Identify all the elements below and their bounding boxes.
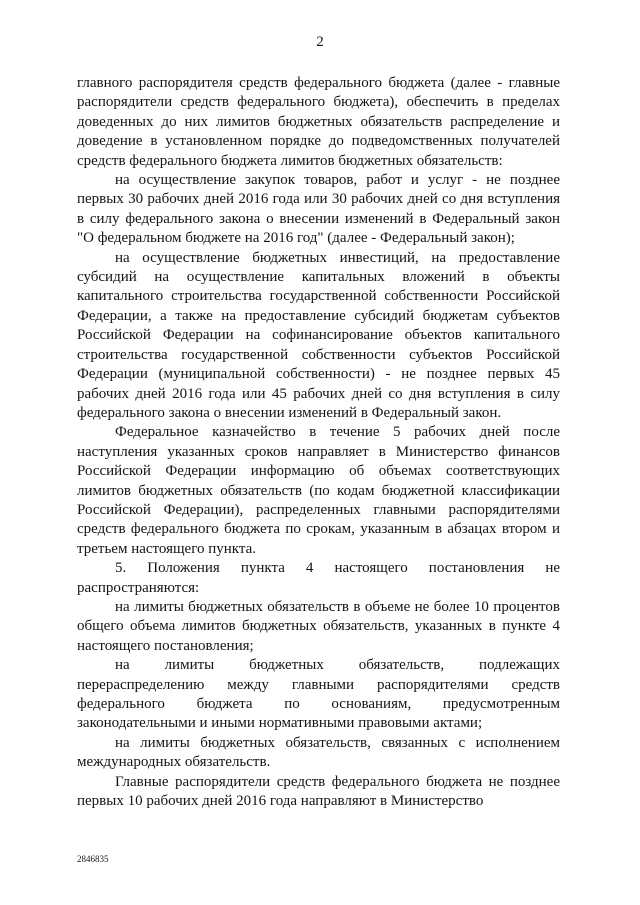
paragraph-continuation: главного распорядителя средств федерального бюджета (далее - главные распорядители средств федерального бюджета), обеспечить в пределах доведенных до них лимитов бюджетных обязательств распределение и доведение в установленном порядке до подведомственных получателей средств федерального бюджета лимитов бюджетных обязательств: bbox=[77, 75, 560, 169]
document-id: 2846835 bbox=[77, 854, 109, 864]
paragraph-clause-5: 5. Положения пункта 4 настоящего постановления не распространяются: bbox=[77, 560, 560, 596]
paragraph-international-obligations: на лимиты бюджетных обязательств, связанных с исполнением международных обязательств. bbox=[77, 734, 560, 771]
paragraph-treasury-report: Федеральное казначейство в течение 5 рабочих дней после наступления указанных сроков направляет в Министерство финансов Российской Федерации информацию об объемах соответствующих лимитов бюджетных обязательств (по кодам бюджетной классификации Российской Федерации), распределенных главными распорядителями средств федерального бюджета по срокам, указанным в абзацах втором и третьем настоящего пункта. bbox=[77, 424, 560, 557]
paragraph-limit-10-percent: на лимиты бюджетных обязательств в объеме не более 10 процентов общего объема лимитов бюджетных обязательств, указанных в пункте 4 настоящего постановления; bbox=[77, 598, 560, 654]
page-number: 2 bbox=[316, 34, 324, 50]
paragraph-investment-deadline: на осуществление бюджетных инвестиций, на предоставление субсидий на осуществление капитальных вложений в объекты капитального строительства государственной собственности Российской Федерации, а также на предоставление субсидий бюджетам субъектов Российской Федерации на софинансирование объектов капитального строительства государственной собственности субъектов Российской Федерации (муниципальной собственности) - не позднее первых 45 рабочих дней 2016 года или 45 рабочих дней со дня вступления в силу федерального закона о внесении изменений в Федеральный закон. bbox=[77, 249, 560, 421]
document-body bbox=[77, 74, 560, 811]
paragraph-redistribution: на лимиты бюджетных обязательств, подлежащих перераспределению между главными распорядителями средств федерального бюджета по основаниям, предусмотренным законодательными и иными нормативными правовыми актами; bbox=[77, 657, 560, 732]
paragraph-main-distributors: Главные распорядители средств федерального бюджета не позднее первых 10 рабочих дней 2016 года направляют в Министерство bbox=[77, 773, 560, 810]
paragraph-procurement-deadline: на осуществление закупок товаров, работ и услуг - не позднее первых 30 рабочих дней 2016 года или 30 рабочих дней со дня вступления в силу федерального закона о внесении изменений в Федеральный закон "О федеральном бюджете на 2016 год" (далее - Федеральный закон); bbox=[77, 172, 560, 247]
